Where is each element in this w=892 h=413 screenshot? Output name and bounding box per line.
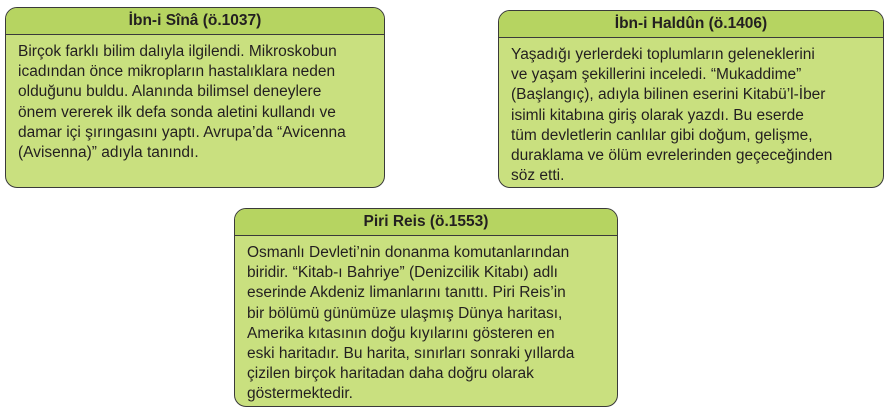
body-line: Amerika kıtasının doğu kıyılarını gösteren en bbox=[247, 324, 555, 342]
card-title: İbn-i Haldûn (ö.1406) bbox=[499, 11, 883, 38]
body-line: bir bölümü günümüze ulaşmış Dünya haritası, bbox=[247, 304, 563, 322]
body-line: Osmanlı Devleti’nin donanma komutanlarından bbox=[247, 244, 570, 261]
card-ibn-i-sina bbox=[5, 7, 385, 188]
body-line: biridir. “Kitab-ı Bahriye” (Denizcilik Kitabı) adlı bbox=[247, 264, 558, 282]
body-line: göstermektedir. bbox=[247, 385, 353, 403]
body-line: icadından önce mikropların hastalıklara neden bbox=[18, 63, 336, 81]
body-line: duraklama ve ölüm evrelerinden geçeceğinden bbox=[511, 147, 833, 165]
body-line: (Avisenna)” adıyla tanındı. bbox=[18, 144, 199, 162]
card-piri-reis bbox=[234, 208, 618, 407]
body-line: Yaşadığı yerlerdeki toplumların geleneklerini bbox=[511, 46, 815, 63]
card-title: İbn-i Sînâ (ö.1037) bbox=[6, 8, 384, 35]
body-line: ve yaşam şekillerini inceledi. “Mukaddime” bbox=[511, 66, 802, 84]
body-line: çizilen birçok haritadan daha doğru olarak bbox=[247, 365, 534, 383]
card-ibn-i-haldun bbox=[498, 10, 884, 188]
card-body bbox=[235, 236, 617, 407]
body-line: tüm devletlerin canlılar gibi doğum, gelişme, bbox=[511, 126, 813, 144]
body-line: söz etti. bbox=[511, 167, 565, 185]
body-line: (Başlangıç), adıyla bilinen eserini Kitabü’l-İber bbox=[511, 86, 826, 104]
card-title: Piri Reis (ö.1553) bbox=[235, 209, 617, 236]
card-body bbox=[6, 35, 384, 169]
body-line: eski haritadır. Bu harita, sınırları sonraki yıllarda bbox=[247, 345, 575, 363]
body-line: önem vererek ilk defa sonda aletini kullandı ve bbox=[18, 103, 336, 121]
card-body bbox=[499, 38, 883, 188]
body-line: olduğunu buldu. Alanında bilimsel deneylere bbox=[18, 83, 322, 101]
body-line: Birçok farklı bilim dalıyla ilgilendi. Mikroskobun bbox=[18, 43, 337, 60]
body-line: eserinde Akdeniz limanlarını tanıttı. Piri Reis’in bbox=[247, 284, 566, 302]
body-line: isimli kitabına giriş olarak yazdı. Bu eserde bbox=[511, 106, 804, 124]
body-line: damar içi şırıngasını yaptı. Avrupa’da “Avicenna bbox=[18, 123, 346, 141]
